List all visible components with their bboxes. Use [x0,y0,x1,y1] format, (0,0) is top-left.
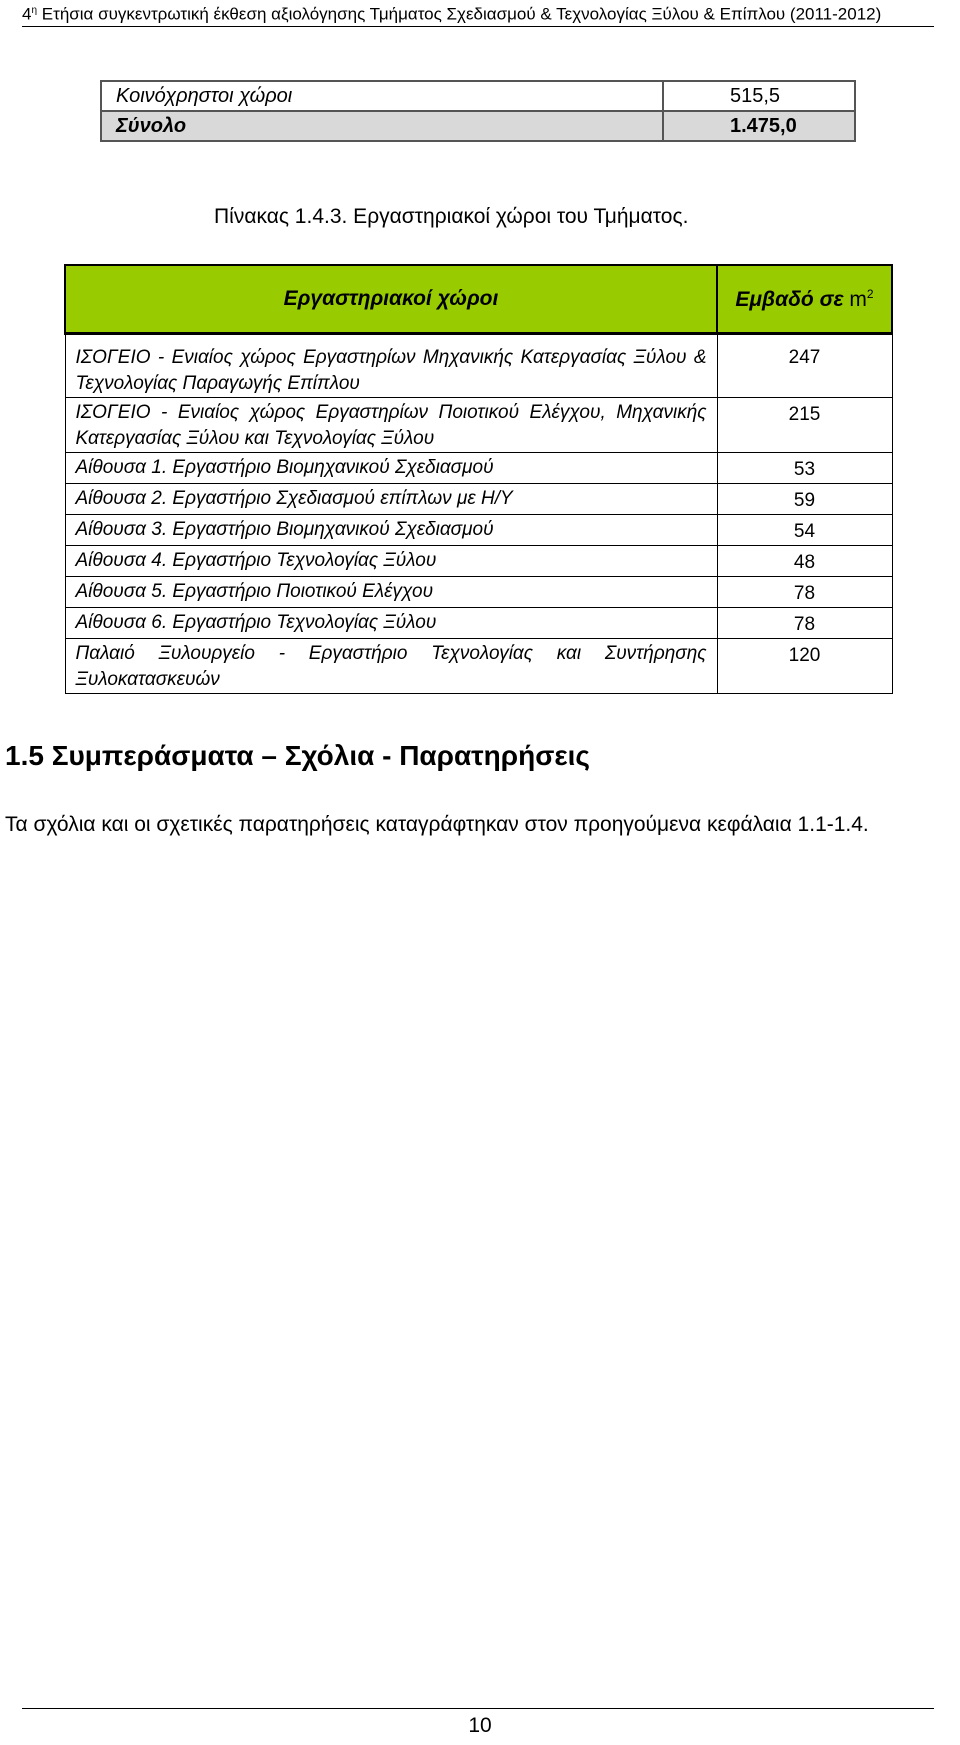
lab-area-cell: 120 [717,639,892,694]
lab-area-cell: 48 [717,546,892,577]
column-header-name: Εργαστηριακοί χώροι [65,265,717,334]
lab-name-cell: Αίθουσα 6. Εργαστήριο Τεχνολογίας Ξύλου [65,608,717,639]
lab-name-cell: Παλαιό Ξυλουργείο - Εργαστήριο Τεχνολογίας και Συντήρησης Ξυλοκατασκευών [65,639,717,694]
header-ordinal: 4 [22,4,32,24]
lab-name-cell: Αίθουσα 2. Εργαστήριο Σχεδιασμού επίπλων με Η/Υ [65,484,717,515]
area-header-unit: m [849,287,867,311]
lab-name-cell: Αίθουσα 3. Εργαστήριο Βιομηχανικού Σχεδιασμού [65,515,717,546]
area-header-label: Εμβαδό σε [735,287,844,311]
header-ordinal-suffix: η [31,5,38,16]
summary-value: 515,5 [663,81,855,111]
lab-spaces-table [64,264,893,694]
table-row [65,515,892,546]
lab-name-cell: ΙΣΟΓΕΙΟ - Ενιαίος χώρος Εργαστηρίων Μηχανικής Κατεργασίας Ξύλου & Τεχνολογίας Παραγωγής Επίπλου [65,334,717,398]
lab-area-cell: 247 [717,334,892,398]
page-header [22,0,942,24]
lab-area-cell: 59 [717,484,892,515]
lab-name-cell: ΙΣΟΓΕΙΟ - Ενιαίος χώρος Εργαστηρίων Ποιοτικού Ελέγχου, Μηχανικής Κατεργασίας Ξύλου και Τεχνολογίας Ξύλου [65,398,717,453]
header-text: Ετήσια συγκεντρωτική έκθεση αξιολόγησης Τμήματος Σχεδιασμού & Τεχνολογίας Ξύλου & Επίπλου (2011-2012) [41,4,882,24]
lab-name-cell: Αίθουσα 1. Εργαστήριο Βιομηχανικού Σχεδιασμού [65,453,717,484]
column-header-area [717,265,892,334]
table-row [65,453,892,484]
table-header-row [65,265,892,334]
table-row [65,577,892,608]
section-title: 1.5 Συμπεράσματα – Σχόλια - Παρατηρήσεις [5,740,590,771]
table-row [65,334,892,398]
summary-label: Σύνολο [101,111,663,141]
table-row [101,81,855,111]
page-number: 10 [468,1714,492,1737]
lab-area-cell: 215 [717,398,892,453]
header-divider [22,26,934,27]
area-header-exponent: 2 [866,286,874,301]
table-caption: Πίνακας 1.4.3. Εργαστηριακοί χώροι του Τμήματος. [214,205,689,228]
footer-divider [22,1708,934,1709]
table-row [65,398,892,453]
lab-name-cell: Αίθουσα 4. Εργαστήριο Τεχνολογίας Ξύλου [65,546,717,577]
table-row-total [101,111,855,141]
table-row [65,484,892,515]
lab-area-cell: 78 [717,608,892,639]
table-row [65,546,892,577]
summary-table [100,80,856,142]
lab-area-cell: 78 [717,577,892,608]
summary-value: 1.475,0 [663,111,855,141]
summary-label: Κοινόχρηστοι χώροι [101,81,663,111]
lab-area-cell: 54 [717,515,892,546]
table-row [65,639,892,694]
lab-name-cell: Αίθουσα 5. Εργαστήριο Ποιοτικού Ελέγχου [65,577,717,608]
lab-area-cell: 53 [717,453,892,484]
table-row [65,608,892,639]
section-paragraph: Τα σχόλια και οι σχετικές παρατηρήσεις καταγράφτηκαν στον προηγούμενα κεφάλαια 1.1-1.4. [5,813,869,836]
